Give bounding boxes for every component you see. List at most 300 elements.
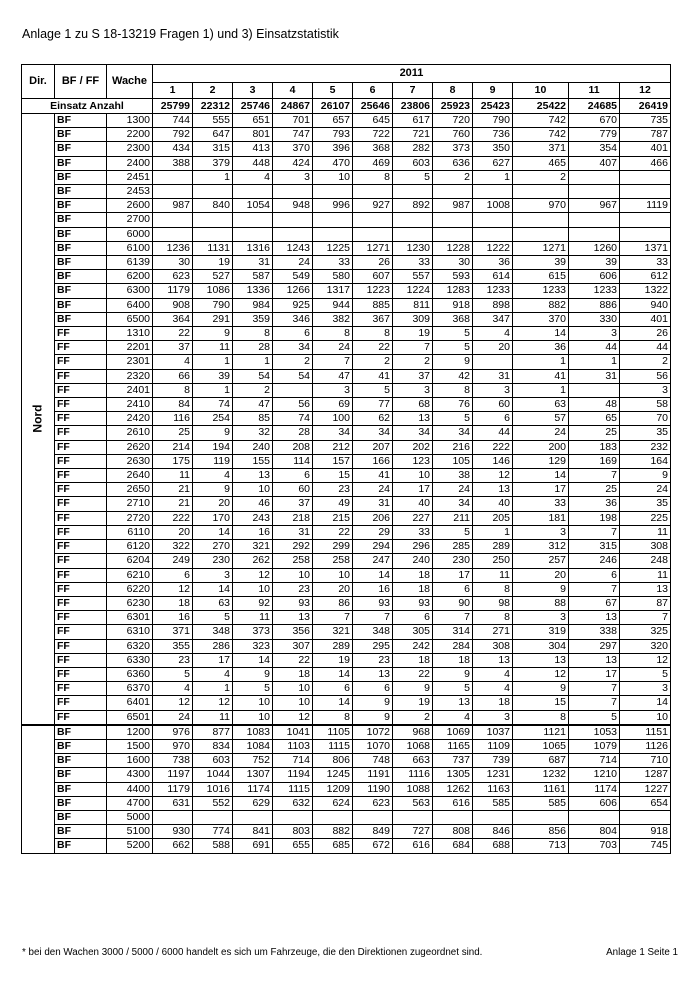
- month-value: 790: [193, 298, 233, 312]
- station-number: 5200: [107, 839, 153, 853]
- month-value: 9: [193, 327, 233, 341]
- month-value: 413: [233, 142, 273, 156]
- month-value: 627: [473, 156, 513, 170]
- month-value: 1116: [393, 768, 433, 782]
- month-value: 257: [513, 554, 569, 568]
- month-value: 1163: [473, 782, 513, 796]
- month-value: 720: [433, 114, 473, 128]
- month-value: 90: [433, 596, 473, 610]
- table-row: [22, 497, 671, 511]
- month-value: 739: [473, 754, 513, 768]
- month-value: 194: [193, 440, 233, 454]
- page-number: Anlage 1 Seite 1: [606, 947, 678, 958]
- month-value: 1068: [393, 739, 433, 753]
- month-value: 672: [353, 839, 393, 853]
- month-value: 1271: [513, 241, 569, 255]
- month-value: 371: [153, 625, 193, 639]
- month-value: 40: [473, 497, 513, 511]
- month-value: 6: [273, 327, 313, 341]
- month-value: 30: [153, 256, 193, 270]
- month-value: 9: [193, 483, 233, 497]
- unit-type: FF: [55, 383, 107, 397]
- table-row: [22, 653, 671, 667]
- month-value: 14: [313, 667, 353, 681]
- month-value: 647: [193, 128, 233, 142]
- month-value: 2: [433, 170, 473, 184]
- table-row: [22, 142, 671, 156]
- month-value: [313, 810, 353, 824]
- month-value: 1223: [353, 284, 393, 298]
- month-value: 350: [473, 142, 513, 156]
- month-value: 33: [513, 497, 569, 511]
- table-row: [22, 596, 671, 610]
- month-value: 396: [313, 142, 353, 156]
- month-value: 105: [433, 454, 473, 468]
- month-value: 164: [620, 454, 671, 468]
- region-cell: [22, 114, 55, 725]
- month-value: 401: [620, 312, 671, 326]
- month-value: 1227: [620, 782, 671, 796]
- month-value: 379: [193, 156, 233, 170]
- month-value: 13: [473, 483, 513, 497]
- unit-type: BF: [55, 839, 107, 853]
- month-value: 367: [353, 312, 393, 326]
- table-row: [22, 270, 671, 284]
- unit-type: BF: [55, 312, 107, 326]
- month-value: 811: [393, 298, 433, 312]
- month-value: 65: [569, 412, 620, 426]
- month-value: 856: [513, 825, 569, 839]
- month-header: 1: [153, 83, 193, 99]
- month-value: 33: [313, 256, 353, 270]
- month-value: 24: [513, 426, 569, 440]
- total-value: 24867: [273, 99, 313, 114]
- month-value: 841: [233, 825, 273, 839]
- unit-type: FF: [55, 667, 107, 681]
- month-value: 320: [620, 639, 671, 653]
- station-number: 6301: [107, 611, 153, 625]
- month-value: 1230: [393, 241, 433, 255]
- table-row: [22, 454, 671, 468]
- month-value: [353, 810, 393, 824]
- month-value: 744: [153, 114, 193, 128]
- month-value: [313, 213, 353, 227]
- month-value: 5: [233, 682, 273, 696]
- month-value: 41: [353, 469, 393, 483]
- month-value: 373: [233, 625, 273, 639]
- station-number: 2650: [107, 483, 153, 497]
- month-value: 322: [153, 540, 193, 554]
- station-number: 6360: [107, 667, 153, 681]
- month-value: 892: [393, 199, 433, 213]
- month-value: 927: [353, 199, 393, 213]
- month-value: 588: [193, 839, 233, 853]
- month-value: 701: [273, 114, 313, 128]
- month-value: 527: [193, 270, 233, 284]
- month-value: [193, 810, 233, 824]
- month-value: 181: [513, 511, 569, 525]
- month-value: [569, 185, 620, 199]
- month-value: 31: [569, 369, 620, 383]
- station-number: 2301: [107, 355, 153, 369]
- month-value: 1371: [620, 241, 671, 255]
- month-value: 23: [313, 483, 353, 497]
- month-value: 745: [620, 839, 671, 853]
- month-value: 624: [313, 796, 353, 810]
- station-number: 2720: [107, 511, 153, 525]
- station-number: 2401: [107, 383, 153, 397]
- month-value: 2: [233, 383, 273, 397]
- station-number: 2320: [107, 369, 153, 383]
- month-value: 13: [513, 653, 569, 667]
- station-number: 2610: [107, 426, 153, 440]
- month-value: 18: [393, 582, 433, 596]
- month-value: 849: [353, 825, 393, 839]
- month-value: 6: [353, 682, 393, 696]
- month-value: 232: [620, 440, 671, 454]
- month-value: 319: [513, 625, 569, 639]
- month-value: 434: [153, 142, 193, 156]
- month-value: 11: [193, 341, 233, 355]
- month-value: [273, 227, 313, 241]
- table-row: [22, 227, 671, 241]
- month-value: 1271: [353, 241, 393, 255]
- month-value: 2: [273, 355, 313, 369]
- month-value: 1228: [433, 241, 473, 255]
- month-value: 6: [569, 568, 620, 582]
- month-value: 1: [193, 355, 233, 369]
- month-value: 28: [233, 341, 273, 355]
- month-value: 1161: [513, 782, 569, 796]
- month-value: 12: [233, 568, 273, 582]
- month-value: 175: [153, 454, 193, 468]
- month-value: 69: [313, 398, 353, 412]
- table-row: [22, 412, 671, 426]
- station-number: 1500: [107, 739, 153, 753]
- month-value: 22: [273, 653, 313, 667]
- total-label: Einsatz Anzahl: [22, 99, 153, 114]
- station-number: 6110: [107, 525, 153, 539]
- month-value: 85: [233, 412, 273, 426]
- month-value: 284: [433, 639, 473, 653]
- month-value: 713: [513, 839, 569, 853]
- unit-type: BF: [55, 170, 107, 184]
- month-value: 44: [473, 426, 513, 440]
- station-number: 6204: [107, 554, 153, 568]
- unit-type: FF: [55, 454, 107, 468]
- month-value: 663: [393, 754, 433, 768]
- table-row: [22, 525, 671, 539]
- month-value: 21: [153, 497, 193, 511]
- month-value: 323: [233, 639, 273, 653]
- month-value: 31: [353, 497, 393, 511]
- month-value: 19: [393, 696, 433, 710]
- month-value: 987: [153, 199, 193, 213]
- month-value: 20: [473, 341, 513, 355]
- month-value: 17: [513, 483, 569, 497]
- month-value: 687: [513, 754, 569, 768]
- month-value: 28: [273, 426, 313, 440]
- month-value: 14: [620, 696, 671, 710]
- month-value: 63: [513, 398, 569, 412]
- total-value: 22312: [193, 99, 233, 114]
- month-value: 355: [153, 639, 193, 653]
- month-value: 57: [513, 412, 569, 426]
- month-value: 585: [513, 796, 569, 810]
- month-value: [233, 227, 273, 241]
- month-value: 34: [353, 426, 393, 440]
- year-header: 2011: [153, 65, 671, 83]
- unit-type: FF: [55, 355, 107, 369]
- table-row: [22, 355, 671, 369]
- table-row: [22, 611, 671, 625]
- month-value: [513, 185, 569, 199]
- month-value: 116: [153, 412, 193, 426]
- month-value: 23: [153, 653, 193, 667]
- month-value: 1179: [153, 284, 193, 298]
- month-value: 616: [433, 796, 473, 810]
- month-value: 13: [353, 667, 393, 681]
- station-number: 6400: [107, 298, 153, 312]
- month-value: 722: [353, 128, 393, 142]
- wache-header: Wache: [107, 65, 153, 99]
- month-value: 748: [353, 754, 393, 768]
- month-value: 1236: [153, 241, 193, 255]
- month-value: 1243: [273, 241, 313, 255]
- month-value: 8: [313, 327, 353, 341]
- month-value: 1054: [233, 199, 273, 213]
- month-value: 552: [193, 796, 233, 810]
- month-value: 407: [569, 156, 620, 170]
- month-value: 8: [313, 710, 353, 725]
- month-value: 14: [313, 696, 353, 710]
- unit-type: BF: [55, 298, 107, 312]
- month-value: 424: [273, 156, 313, 170]
- month-value: 1069: [433, 725, 473, 740]
- month-value: 282: [393, 142, 433, 156]
- month-value: 10: [233, 483, 273, 497]
- unit-type: FF: [55, 639, 107, 653]
- station-number: 6330: [107, 653, 153, 667]
- unit-type: FF: [55, 483, 107, 497]
- month-value: 1317: [313, 284, 353, 298]
- month-value: 292: [273, 540, 313, 554]
- month-value: 77: [353, 398, 393, 412]
- unit-type: BF: [55, 796, 107, 810]
- month-value: 166: [353, 454, 393, 468]
- month-value: 40: [393, 497, 433, 511]
- unit-type: BF: [55, 241, 107, 255]
- month-value: 39: [569, 256, 620, 270]
- month-value: 793: [313, 128, 353, 142]
- month-value: 13: [473, 653, 513, 667]
- month-value: 448: [233, 156, 273, 170]
- month-value: [153, 185, 193, 199]
- month-value: 742: [513, 128, 569, 142]
- month-value: 84: [153, 398, 193, 412]
- month-value: 218: [273, 511, 313, 525]
- month-value: [569, 810, 620, 824]
- month-value: 20: [513, 568, 569, 582]
- unit-type: BF: [55, 768, 107, 782]
- month-value: [313, 227, 353, 241]
- table-row: [22, 341, 671, 355]
- month-value: [393, 213, 433, 227]
- month-value: 3: [620, 682, 671, 696]
- month-value: 146: [473, 454, 513, 468]
- month-value: 1083: [233, 725, 273, 740]
- month-value: 1115: [313, 739, 353, 753]
- table-row: [22, 754, 671, 768]
- unit-type: FF: [55, 611, 107, 625]
- total-value: 25746: [233, 99, 273, 114]
- month-value: 86: [313, 596, 353, 610]
- month-value: 56: [273, 398, 313, 412]
- month-value: 1115: [273, 782, 313, 796]
- month-value: [620, 185, 671, 199]
- month-value: [153, 227, 193, 241]
- month-value: 1126: [620, 739, 671, 753]
- unit-type: BF: [55, 142, 107, 156]
- table-row: [22, 128, 671, 142]
- month-value: 654: [620, 796, 671, 810]
- month-value: 370: [513, 312, 569, 326]
- month-value: 48: [569, 398, 620, 412]
- month-value: 9: [433, 667, 473, 681]
- month-value: 846: [473, 825, 513, 839]
- month-value: 1245: [313, 768, 353, 782]
- month-value: 54: [233, 369, 273, 383]
- month-value: 24: [313, 341, 353, 355]
- month-value: [569, 213, 620, 227]
- month-value: 1262: [433, 782, 473, 796]
- month-value: 1131: [193, 241, 233, 255]
- unit-type: FF: [55, 469, 107, 483]
- month-value: 60: [473, 398, 513, 412]
- unit-type: BF: [55, 739, 107, 753]
- month-value: [153, 170, 193, 184]
- month-value: 37: [393, 369, 433, 383]
- station-number: 2201: [107, 341, 153, 355]
- month-value: [473, 213, 513, 227]
- total-value: 25923: [433, 99, 473, 114]
- month-header: 10: [513, 83, 569, 99]
- month-value: 617: [393, 114, 433, 128]
- month-value: 12: [193, 696, 233, 710]
- month-value: 469: [353, 156, 393, 170]
- month-value: 16: [153, 611, 193, 625]
- month-value: 34: [433, 497, 473, 511]
- month-value: 42: [433, 369, 473, 383]
- month-value: 10: [273, 682, 313, 696]
- region-label: Nord: [30, 404, 45, 433]
- unit-type: BF: [55, 825, 107, 839]
- month-value: 11: [620, 525, 671, 539]
- month-value: 18: [153, 596, 193, 610]
- month-value: 3: [620, 383, 671, 397]
- station-number: 1300: [107, 114, 153, 128]
- month-value: 56: [620, 369, 671, 383]
- station-number: 1200: [107, 725, 153, 740]
- month-value: 14: [193, 525, 233, 539]
- month-value: 5: [393, 170, 433, 184]
- month-value: 315: [193, 142, 233, 156]
- month-value: 714: [273, 754, 313, 768]
- month-value: 7: [569, 582, 620, 596]
- month-value: 976: [153, 725, 193, 740]
- month-value: 207: [353, 440, 393, 454]
- month-value: 1: [473, 525, 513, 539]
- total-value: 26419: [620, 99, 671, 114]
- month-value: 9: [353, 696, 393, 710]
- month-value: 312: [513, 540, 569, 554]
- month-value: 737: [433, 754, 473, 768]
- month-value: 1086: [193, 284, 233, 298]
- month-value: 7: [620, 611, 671, 625]
- unit-type: BF: [55, 227, 107, 241]
- unit-type: BF: [55, 754, 107, 768]
- month-value: 651: [233, 114, 273, 128]
- month-value: 14: [193, 582, 233, 596]
- station-number: 6220: [107, 582, 153, 596]
- unit-type: FF: [55, 511, 107, 525]
- month-value: 242: [393, 639, 433, 653]
- month-value: 18: [393, 653, 433, 667]
- month-value: 227: [393, 511, 433, 525]
- month-value: [433, 227, 473, 241]
- month-value: 31: [273, 525, 313, 539]
- month-value: 727: [393, 825, 433, 839]
- month-value: 30: [433, 256, 473, 270]
- month-value: 1209: [313, 782, 353, 796]
- station-number: 2200: [107, 128, 153, 142]
- station-number: 6000: [107, 227, 153, 241]
- station-number: 6230: [107, 596, 153, 610]
- month-value: 940: [620, 298, 671, 312]
- total-value: 24685: [569, 99, 620, 114]
- month-value: 1: [513, 355, 569, 369]
- month-value: 657: [313, 114, 353, 128]
- month-value: 308: [473, 639, 513, 653]
- month-value: 790: [473, 114, 513, 128]
- station-number: 6300: [107, 284, 153, 298]
- month-value: 230: [433, 554, 473, 568]
- month-value: 1121: [513, 725, 569, 740]
- month-value: 24: [433, 483, 473, 497]
- month-value: 297: [569, 639, 620, 653]
- month-value: 39: [513, 256, 569, 270]
- month-value: 34: [273, 341, 313, 355]
- month-value: [313, 185, 353, 199]
- month-value: [473, 185, 513, 199]
- month-value: 13: [620, 582, 671, 596]
- month-value: 19: [313, 653, 353, 667]
- month-value: 129: [513, 454, 569, 468]
- unit-type: BF: [55, 256, 107, 270]
- table-row: [22, 469, 671, 483]
- month-value: 14: [513, 327, 569, 341]
- month-value: 607: [353, 270, 393, 284]
- month-value: 243: [233, 511, 273, 525]
- month-value: 984: [233, 298, 273, 312]
- month-value: 8: [233, 327, 273, 341]
- month-value: 944: [313, 298, 353, 312]
- station-number: 6120: [107, 540, 153, 554]
- footnote: * bei den Wachen 3000 / 5000 / 6000 handelt es sich um Fahrzeuge, die den Direktionen zugeordnet sind.: [22, 947, 483, 958]
- month-value: 925: [273, 298, 313, 312]
- month-value: 1232: [513, 768, 569, 782]
- header-row: [22, 65, 671, 83]
